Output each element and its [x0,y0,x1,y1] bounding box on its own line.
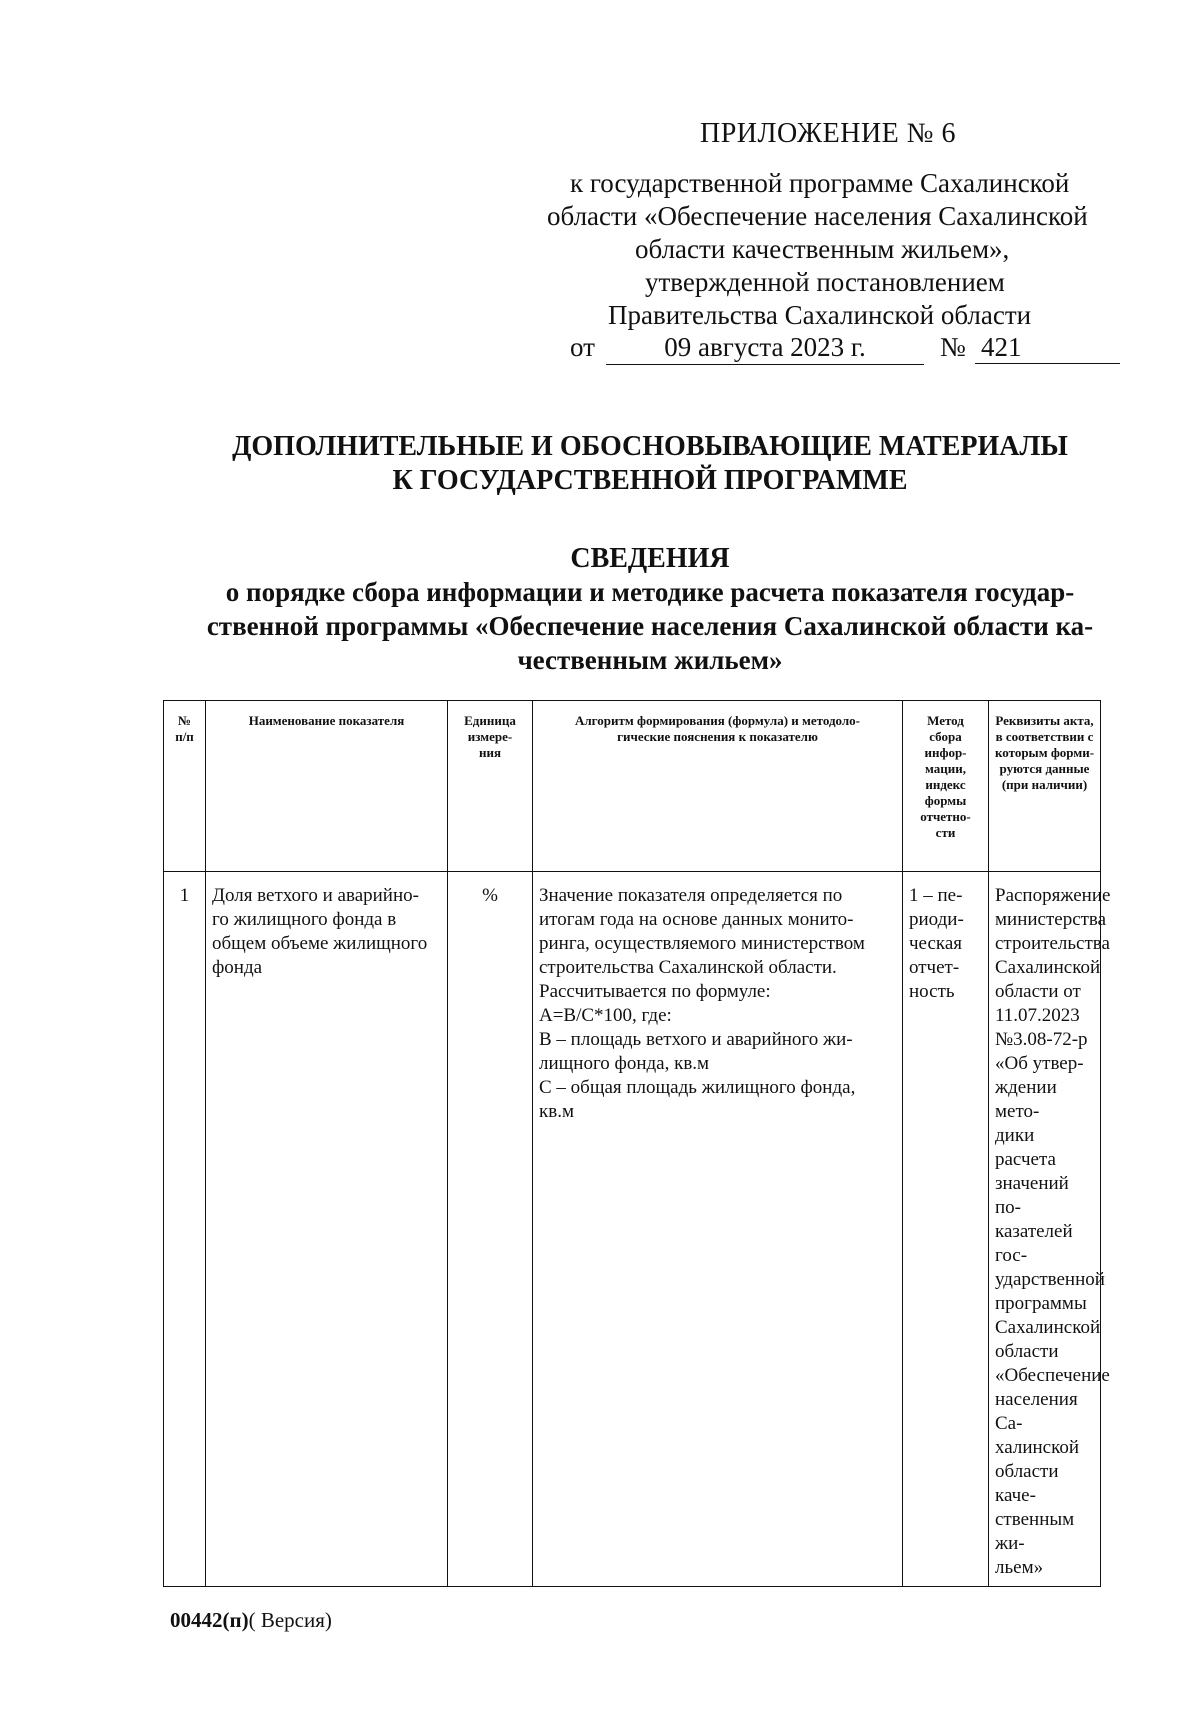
footer-code: 00442(п) [170,1608,249,1632]
info-line-3: чественным жильем» [517,645,783,675]
indicators-table [163,700,1111,1587]
header-unit: Единица измере- ния [448,701,533,872]
appendix-title: ПРИЛОЖЕНИЕ № 6 [700,118,956,149]
info-line-2: ственной программы «Обеспечение населения Сахалинской области ка- [206,611,1094,641]
cell-method: 1 – пе- риоди- ческая отчет- ность [903,872,989,1587]
footer-document-code [170,1608,332,1633]
header-act: Реквизиты акта, в соответствии с которым форми- руются данные (при наличии) [989,701,1101,872]
approval-number: 421 [975,332,1120,364]
cell-algorithm: Значение показателя определяется по итогам года на основе данных монито- ринга, осуществляемого министерством строительства Сахалинской области. Рассчитывается по формуле: A=B/C*100, где: B – площадь ветхого и аварийного жи- лищного фонда, кв.м C – общая площадь жилищного фонда, кв.м [533,872,903,1587]
info-line-1: о порядке сбора информации и методике расчета показателя государ- [225,577,1075,607]
appendix-line-1: к государственной программе Сахалинской [570,168,1070,198]
cell-act: Распоряжение министерства строительства Сахалинской области от 11.07.2023 №3.08-72-р «Об утвер- ждении мето- дики расчета значений по- казателей гос- ударственной программы Сахалинской области «Обеспечение населения Са- халинской области каче- ственным жи- льем» [989,872,1101,1587]
cell-indicator-name: Доля ветхого и аварийно- го жилищного фонда в общем объеме жилищного фонда [206,872,448,1587]
approval-row [570,332,1120,368]
appendix-line-3: области качественным жильем», [635,234,1010,264]
header-number: № п/п [164,701,206,872]
from-label: от [570,332,595,362]
header-algorithm: Алгоритм формирования (формула) и методоло- гические пояснения к показателю [533,701,903,872]
appendix-line-4: утвержденной постановлением [645,267,1005,297]
footer-version: ( Версия) [248,1608,332,1632]
header-indicator-name: Наименование показателя [206,701,448,872]
header-method: Метод сбора инфор- мации, индекс формы отчетно- сти [903,701,989,872]
approval-date: 09 августа 2023 г. [606,332,924,365]
appendix-line-5: Правительства Сахалинской области [608,300,1032,330]
main-heading-line-2: К ГОСУДАРСТВЕННОЙ ПРОГРАММЕ [392,465,908,496]
info-title: СВЕДЕНИЯ [570,543,730,574]
appendix-line-2: области «Обеспечение населения Сахалинской [547,201,1088,231]
table-row [164,872,1101,1587]
main-heading-line-1: ДОПОЛНИТЕЛЬНЫЕ И ОБОСНОВЫВАЮЩИЕ МАТЕРИАЛЫ [232,431,1068,462]
cell-unit: % [448,872,533,1587]
table-header-row [164,701,1101,872]
number-label: № [940,332,966,362]
cell-number: 1 [164,872,206,1587]
